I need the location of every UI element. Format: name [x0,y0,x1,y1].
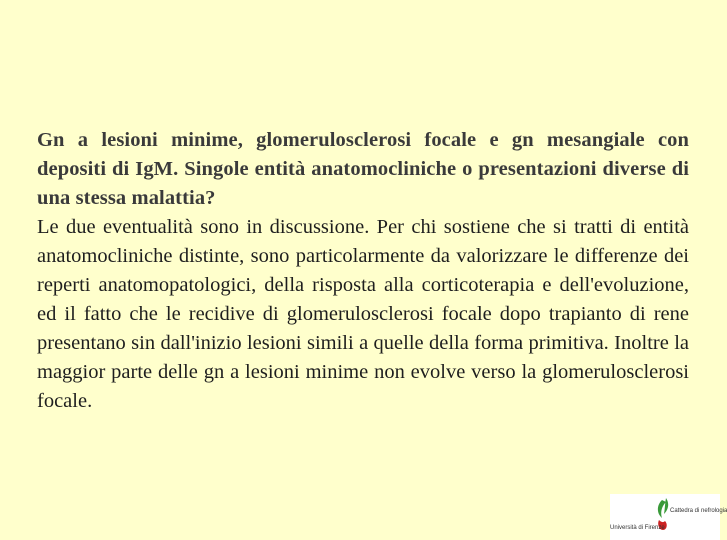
university-logo [610,494,727,540]
logo-caption-top: Cattedra di nefrologia [670,508,727,514]
logo-emblem-icon [610,494,720,540]
slide-text-block [37,126,689,416]
slide-answer: Le due eventualità sono in discussione. Per chi sostiene che si tratti di entità anatomocliniche distinte, sono particolarmente da valorizzare le differenze dei reperti anatomopatologici, della risposta alla corticoterapia e dell'evoluzione, ed il fatto che le recidive di glomerulosclerosi focale dopo trapianto di rene presentano sin dall'inizio lesioni simili a quelle della forma primitiva. Inoltre la maggior parte delle gn a lesioni minime non evolve verso la glomerulosclerosi focale. [37,216,689,412]
slide-question: Gn a lesioni minime, glomerulosclerosi focale e gn mesangiale con depositi di IgM. Singole entità anatomocliniche o presentazioni diverse di una stessa malattia? [37,129,689,209]
logo-caption-bottom: Università di Firenze [610,525,665,531]
